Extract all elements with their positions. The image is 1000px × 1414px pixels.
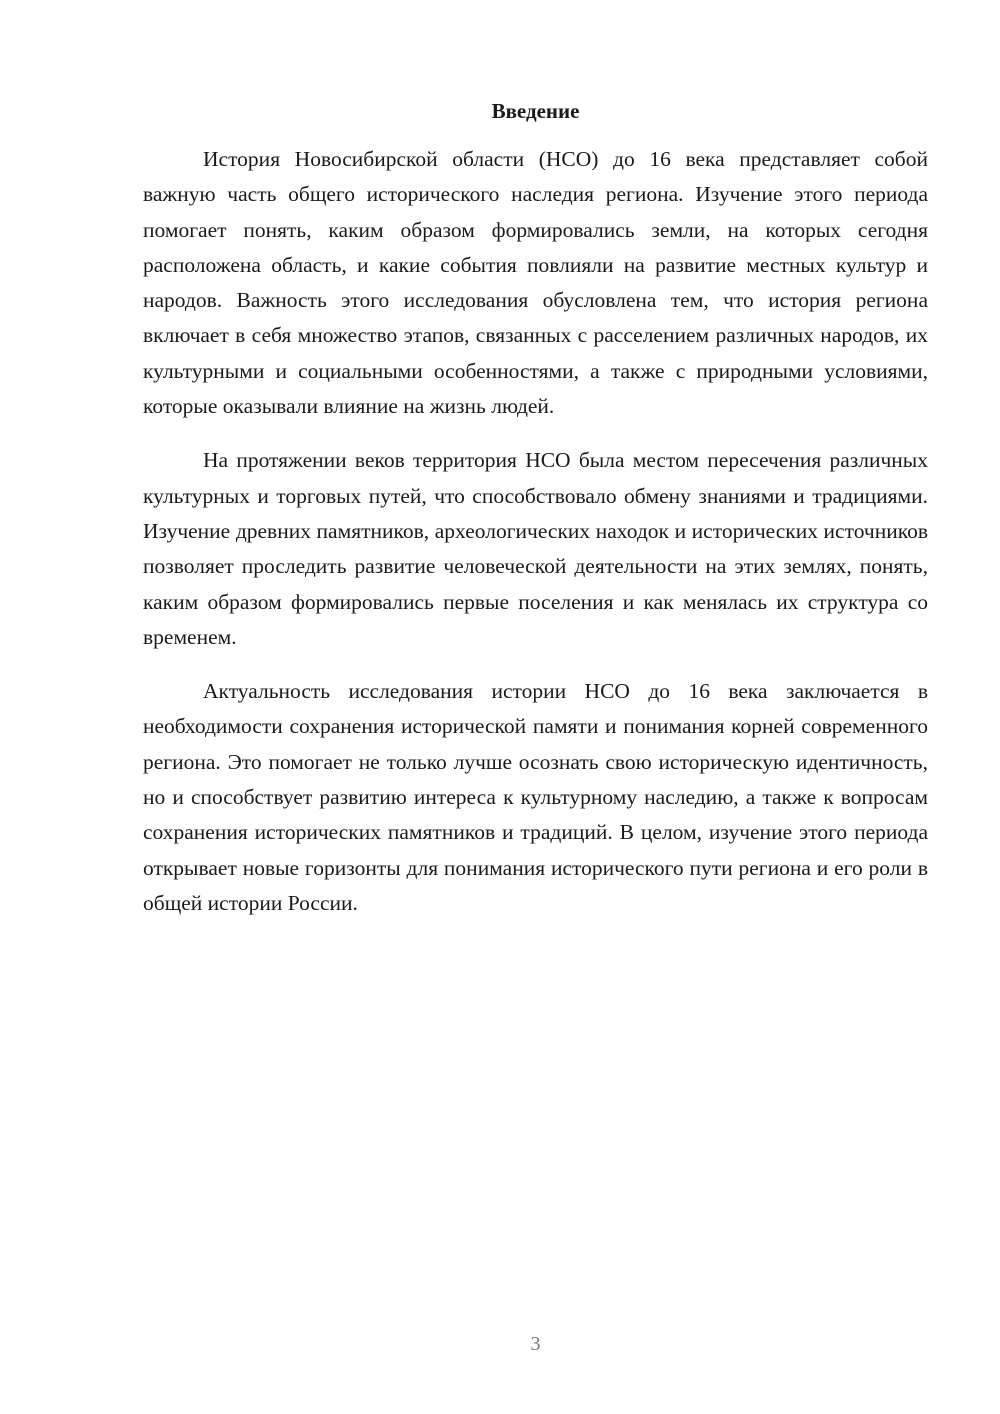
page-title: Введение (491, 99, 580, 123)
paragraph-1: История Новосибирской области (НСО) до 16 века представляет собой важную часть общего исторического наследия региона. Изучение этого периода помогает понять, каким образом формировались земли, на которых сегодня расположена область, и какие события повлияли на развитие местных культур и народов. Важность этого исследования обусловлена тем, что история региона включает в себя множество этапов, связанных с расселением различных народов, их культурными и социальными особенностями, а также с природными условиями, которые оказывали влияние на жизнь людей. (143, 147, 928, 419)
page-number: 3 (530, 1333, 541, 1355)
paragraph-3: Актуальность исследования истории НСО до 16 века заключается в необходимости сохранения исторической памяти и понимания корней современного региона. Это помогает не только лучше осознать свою историческую идентичность, но и способствует развитию интереса к культурному наследию, а также к вопросам сохранения исторических памятников и традиций. В целом, изучение этого периода открывает новые горизонты для понимания исторического пути региона и его роли в общей истории России. (143, 679, 928, 915)
paragraph-2: На протяжении веков территория НСО была местом пересечения различных культурных и торговых путей, что способствовало обмену знаниями и традициями. Изучение древних памятников, археологических находок и исторических источников позволяет проследить развитие человеческой деятельности на этих землях, понять, каким образом формировались первые поселения и как менялась их структура со временем. (143, 448, 928, 649)
body-text (143, 142, 928, 921)
